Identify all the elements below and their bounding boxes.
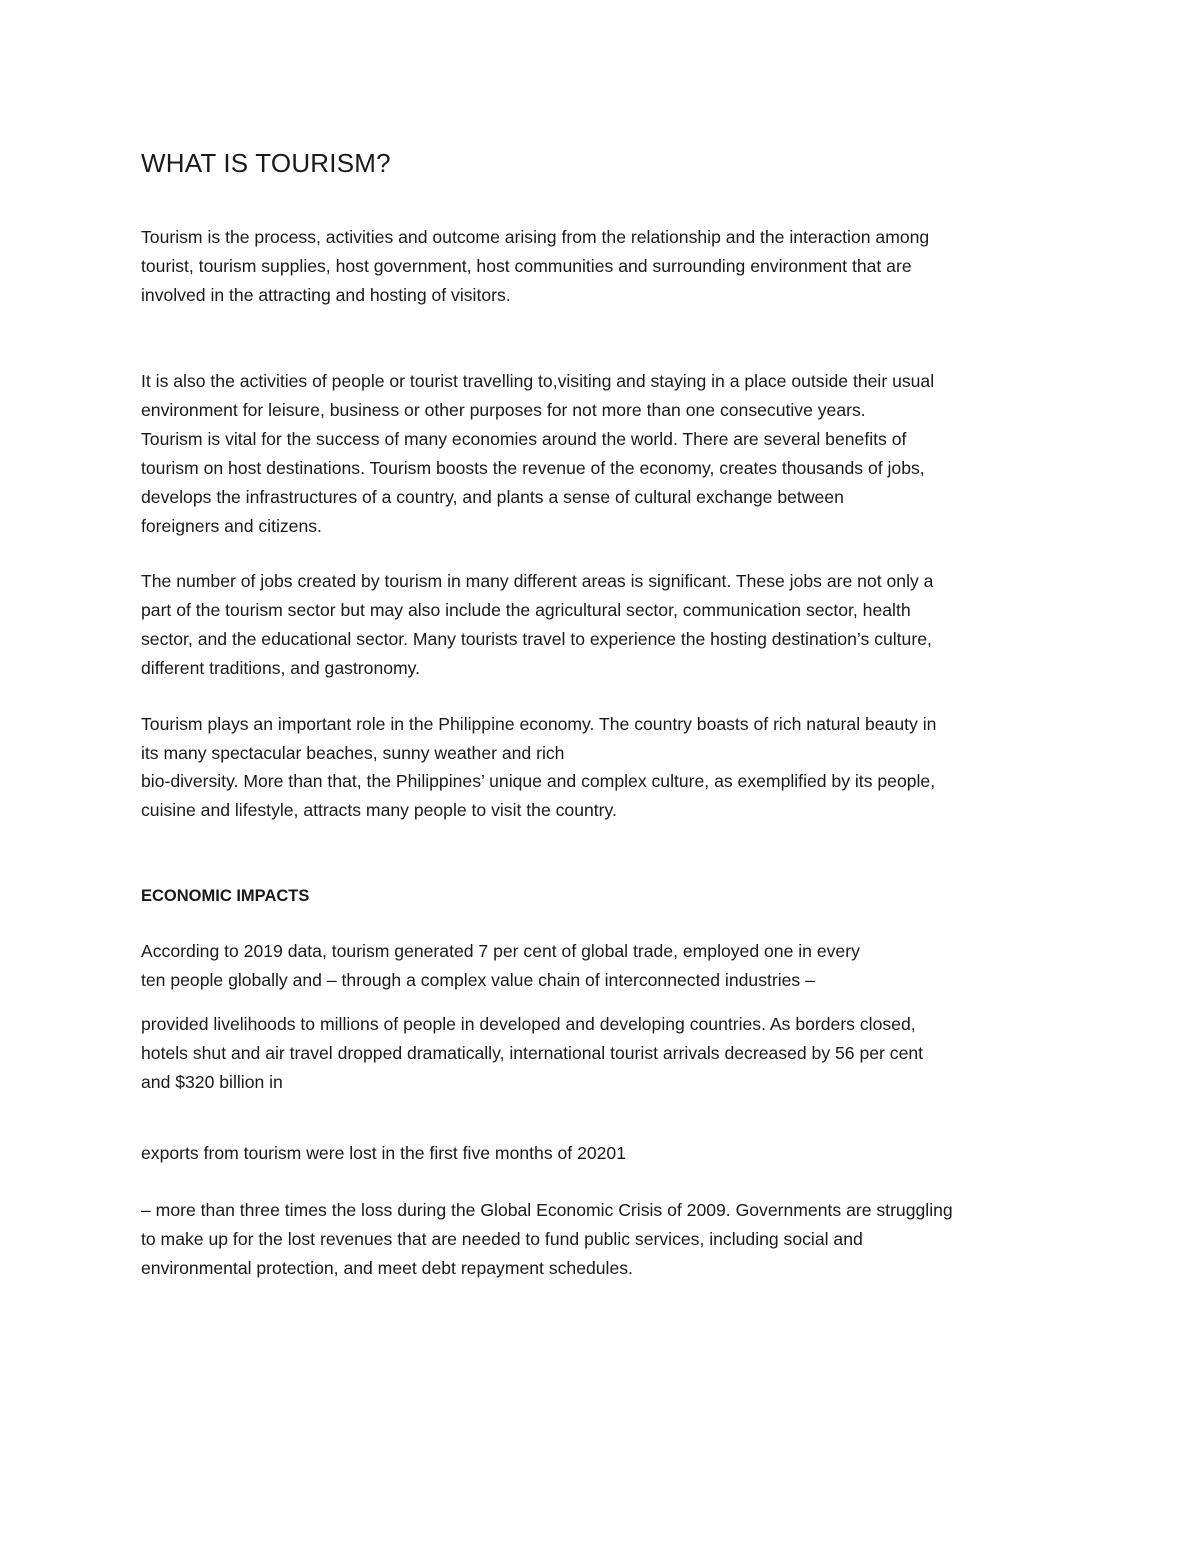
paragraph-2-line-3: Tourism is vital for the success of many economies around the world. There are several benefits of bbox=[141, 429, 907, 449]
paragraph-4-line-3: bio-diversity. More than that, the Philippines’ unique and complex culture, as exemplified by its people, bbox=[141, 771, 936, 791]
paragraph-1-line-3: involved in the attracting and hosting of visitors. bbox=[141, 285, 511, 305]
paragraph-8-line-1: – more than three times the loss during the Global Economic Crisis of 2009. Governments are struggling bbox=[141, 1200, 953, 1220]
paragraph-2-line-1: It is also the activities of people or tourist travelling to,visiting and staying in a place outside their usual bbox=[141, 371, 935, 391]
paragraph-5-line-2: ten people globally and – through a complex value chain of interconnected industries – bbox=[141, 970, 815, 990]
paragraph-2-line-6: foreigners and citizens. bbox=[141, 516, 322, 536]
paragraph-4-line-4: cuisine and lifestyle, attracts many people to visit the country. bbox=[141, 800, 617, 820]
paragraph-4-line-2: its many spectacular beaches, sunny weather and rich bbox=[141, 743, 565, 763]
paragraph-3-line-4: different traditions, and gastronomy. bbox=[141, 658, 421, 678]
paragraph-5-line-1: According to 2019 data, tourism generated 7 per cent of global trade, employed one in every bbox=[141, 941, 860, 961]
paragraph-2-line-2: environment for leisure, business or other purposes for not more than one consecutive years. bbox=[141, 400, 866, 420]
document-title: WHAT IS TOURISM? bbox=[141, 148, 391, 178]
paragraph-3-line-3: sector, and the educational sector. Many tourists travel to experience the hosting destination’s culture, bbox=[141, 629, 932, 649]
paragraph-8-line-3: environmental protection, and meet debt repayment schedules. bbox=[141, 1258, 633, 1278]
paragraph-8-line-2: to make up for the lost revenues that are needed to fund public services, including social and bbox=[141, 1229, 863, 1249]
paragraph-6-line-2: hotels shut and air travel dropped dramatically, international tourist arrivals decreased by 56 per cent bbox=[141, 1043, 924, 1063]
paragraph-2-line-5: develops the infrastructures of a country, and plants a sense of cultural exchange between bbox=[141, 487, 844, 507]
paragraph-4-line-1: Tourism plays an important role in the Philippine economy. The country boasts of rich natural beauty in bbox=[141, 714, 937, 734]
paragraph-2-line-4: tourism on host destinations. Tourism boosts the revenue of the economy, creates thousands of jobs, bbox=[141, 458, 925, 478]
paragraph-7-line-1: exports from tourism were lost in the first five months of 20201 bbox=[141, 1143, 627, 1163]
paragraph-6-line-3: and $320 billion in bbox=[141, 1072, 283, 1092]
paragraph-1-line-2: tourist, tourism supplies, host government, host communities and surrounding environment that are bbox=[141, 256, 912, 276]
paragraph-6-line-1: provided livelihoods to millions of people in developed and developing countries. As borders closed, bbox=[141, 1014, 916, 1034]
paragraph-3-line-2: part of the tourism sector but may also include the agricultural sector, communication sector, health bbox=[141, 600, 911, 620]
section-heading-economic-impacts: ECONOMIC IMPACTS bbox=[141, 887, 310, 905]
paragraph-1-line-1: Tourism is the process, activities and outcome arising from the relationship and the interaction among bbox=[141, 227, 930, 247]
paragraph-3-line-1: The number of jobs created by tourism in many different areas is significant. These jobs are not only a bbox=[141, 571, 934, 591]
